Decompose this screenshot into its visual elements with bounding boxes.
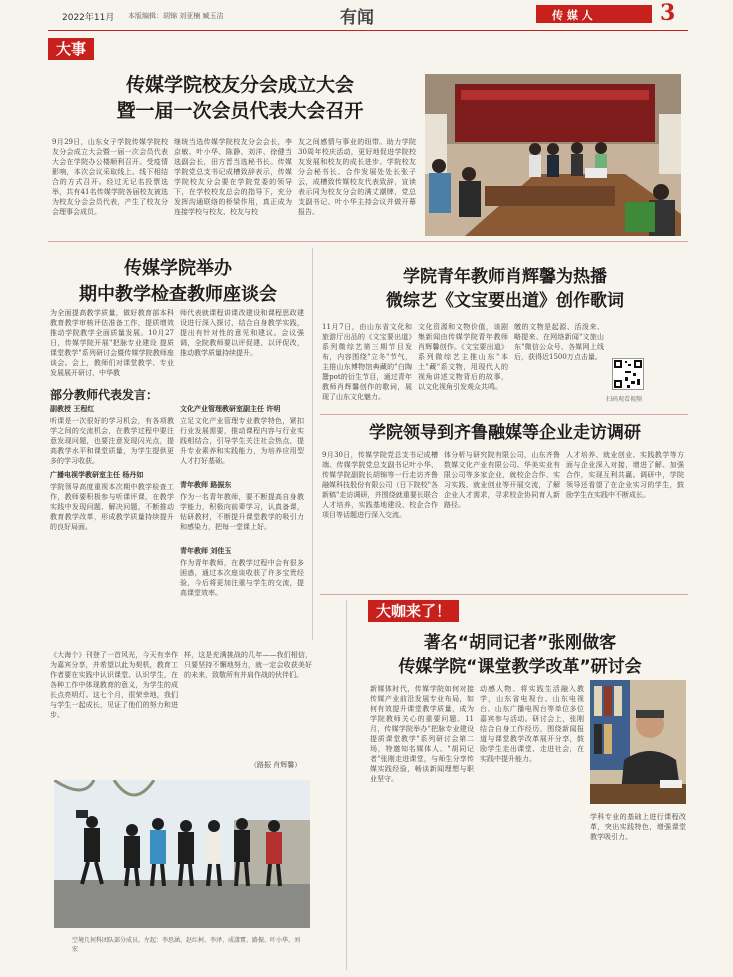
column-divider-bottom	[346, 600, 347, 970]
article6-col2: 样，这是充满挑战的几年——我们相信，只要坚持不懈地努力，就一定会收获美好的未来，致敬所有并肩作战的伙伴们。	[184, 651, 312, 679]
paper-name: 传 媒 人	[552, 9, 593, 22]
article1-col1: 9月29日，山东女子学院传媒学院校友分会成立大会暨一届一次会员代表大会在学院办公楼顺利召开。受疫情影响，本次会议采取线上、线下相结合的方式召开。经过无记名投票选举，共有41名传媒学院各届校友被选为校友分会会员代表，产生了校友分会理事会成员。	[52, 138, 168, 216]
article2-speech1: 听课是一次很好的学习机会，有各项教学之间的交流机会，在教学过程中要注意发现问题，也要注意发现闪光点，提高教学水平和课堂质量，为学生提供更多的学习收获。	[50, 417, 174, 465]
masthead-date: 2022年11月	[62, 13, 115, 23]
masthead-editors: 本版编辑：胡锦 刘亚楠 臧玉洁	[128, 12, 224, 20]
article1-meeting-photo	[425, 74, 681, 236]
article2-speaker3: 青年教师 路振东	[180, 480, 232, 489]
article1-title-line2: 暨一届一次会员代表大会召开	[116, 100, 364, 122]
qr-code[interactable]	[612, 358, 644, 390]
section-name: 有闻	[340, 8, 374, 28]
article5-title-line2: 传媒学院“课堂教学改革”研讨会	[398, 657, 642, 677]
article3-col1: 11月7日，由山东省文化和旅游厅出品的《文宝要出道》系列微综艺第三期节目发布，内容围绕"立冬"节气，主推山东博物馆典藏的"白陶鬶pot的衍生节目，通过青年教师肖辉馨创作的歌词，展现了山东文化魅力。	[322, 323, 412, 401]
article2-speaker2: 文化产业管理教研室副主任 许明	[180, 404, 281, 413]
article2-speech3: 作为一名青年教师，要不断提高自身教学能力，积极向前辈学习，认真备课，钻研教材，不断提升课堂教学的吸引力和感染力，把每一堂课上好。	[180, 493, 304, 531]
article2-intro: 为全面提高教学质量，做好教育部本科教育教学审核评估准备工作，提质增效推动学院教学全面质量发展。10月27日，传媒学院开展"把脉专业建设 提质课堂教学"系列研讨会暨传媒学院教师座谈会。会上，教师们对课堂教学、专业发展展开研讨，中华教	[50, 309, 174, 377]
masthead	[0, 0, 733, 30]
article3-title-line2: 微综艺《文宝要出道》创作歌词	[386, 291, 624, 311]
article4-col2: 体分析与研究院有限公司，山东齐鲁数媒文化产业有限公司、华美实业有限公司等多家企业，就校企合作、实习实践、就业创业等开展交流，了解企业人才需求，寻求校企协同育人新路径。	[444, 451, 560, 509]
article5-portrait-photo	[590, 680, 686, 804]
article2-sub-heading: 部分教师代表发言：	[50, 388, 159, 402]
article2-title-line1: 传媒学院举办	[124, 258, 232, 279]
article2-speech5: 作为青年教师，在教学过程中会有很多困惑，通过本次座谈收获了许多宝贵经验，今后将更加注重与学生的交流，提高课堂效率。	[180, 559, 304, 597]
qr-caption: 扫码观看视频	[606, 396, 643, 403]
divider-2	[320, 414, 688, 415]
tag-big-event: 大事	[48, 38, 94, 60]
masthead-divider	[48, 30, 688, 31]
article3-col3: 缴的文物是起源、活泼来、略提来、在网络新闻"文旅山东"微信公众号、各媒网上线后，获得近1500万点击量。	[514, 323, 604, 361]
article6-col1: 《大海个》刊登了一首风光，今天有幸作为嘉宾分享，并希望以此为契机，教育工作者要在实践中认识课堂、认识学生，在各种工作中体现教育的意义，为学生的成长点亮明灯。这七个月，很荣幸地，我们与学生一起成长，见证了他们的努力和进步。	[50, 651, 178, 719]
article6-group-photo	[54, 780, 310, 928]
page-number: 3	[660, 0, 676, 26]
article5-col2: 动感人物、将实践生活融入教学，山东省电视台、山东电视台、山东广播电视台等单位多位嘉宾参与活动。研讨会上，张刚结合自身工作经历，围绕新闻报道与课堂教学改革展开分享，鼓励学生走出课堂、走进社会，在实践中提升能力。	[480, 685, 584, 763]
article6-signature: （路振 肖辉馨）	[250, 761, 302, 769]
divider-3	[320, 594, 688, 595]
paper-name-bar	[536, 5, 652, 23]
article1-col3: 友之间感情与事业的纽带。助力学院30周年校庆活动，更好地促进学院校友发展和校友的成长进步。学院校友分会秘书长、合作发展处处长张子云，成槽致传媒校友代表致辞，宣读表示同为校友分会的满丈潮牌，党总支副书记、叶小华主持会议并做开幕报告。	[298, 138, 416, 216]
article2-title-line2: 期中教学检查教师座谈会	[79, 284, 277, 305]
article3-col2: 文化资源和文物价值，该剧集新闻由传媒学院青年教师肖辉馨创作。《文宝要出道》系列微综艺主推山东"本土"藏"系文物，用现代人的视角讲述文物背后的故事，以文化视角引发观众共鸣。	[418, 323, 508, 391]
article6-photo-caption: 空境几何科团队部分成员，左起：李思涵、赵红柯、李泽、成潇霄、路振、叶小华、刘宏	[72, 937, 301, 953]
article4-col1: 9月30日，传媒学院党总支书记成槽端、传媒学院党总支副书记叶小华、传媒学院副院长胡锦等一行走访齐鲁融媒科技股份有限公司（日下院校"各新稿"走访调研，并围绕就重要长联合人才培养，实践基地建设、校企合作项目等话题进行深入交流。	[322, 451, 438, 519]
tag-big-star: 大咖来了！	[368, 600, 459, 622]
article5-col3: 学科专业的基础上进行课程改革，突出实践特色，增强课堂教学吸引力。	[590, 813, 686, 841]
article1-title-line1: 传媒学院校友分会成立大会	[125, 74, 354, 96]
article5-col1: 新媒体时代，传媒学院如何对接传媒产业前沿发展专业布局，如何有效提升课堂教学质量，成为学院教师关心的重要问题。11月，传媒学院举办"把脉专业建设 提质课堂教学"系列研讨会第二场，特邀知名媒体人、"胡同记者"张刚走进课堂，与师生分享传媒实践经验，畅谈新闻理想与职业坚守。	[370, 685, 474, 783]
article2-speaker5: 青年教师 刘佳玉	[180, 546, 232, 555]
divider-1	[48, 241, 688, 242]
column-divider	[312, 248, 313, 640]
article2-speaker1: 副教授 王程红	[50, 404, 95, 413]
article3-title-line1: 学院青年教师肖辉馨为热播	[403, 267, 607, 287]
article4-col3: 人才培养、就业创业、实践教学等方面与企业深入对接，增进了解、加强合作，实现互利共赢。调研中，学院领导还看望了在企业实习的学生，鼓励学生在实践中不断成长。	[566, 451, 684, 499]
article5-title-line1: 著名“胡同记者”张刚做客	[423, 633, 617, 653]
article1-col2: 继统当选传媒学院校友分会会长，李京敏、叶小华、陈静、刘洋、徐健当选副会长，田方晋当选秘书长。传媒学院党总支书记成槽致辞表示，传媒学院校友分会要在学院党委的领导下，在学校校友总会的指导下，充分发挥沟通联络的桥梁作用，真正成为连接学校与校友、校友与校	[174, 138, 292, 216]
article2-intro2: 师代表就课程讲课改建设和课程思政建设进行深入探讨，结合自身教学实践，提出有针对性的意见和建议。会议强调，全院教师要以评促建、以评促改，推动教学质量持续提升。	[180, 309, 304, 357]
article2-speaker4: 广播电视学教研室主任 杨丹如	[50, 470, 144, 479]
article2-speech2: 立足文化产业管理专业教学特色，紧扣行业发展需要，推动课程内容与行业实践相结合，引导学生关注社会热点，提升专业素养和实践能力，为培养应用型人才打好基础。	[180, 417, 304, 465]
article4-title: 学院领导到齐鲁融媒等企业走访调研	[369, 423, 641, 443]
article2-speech4: 学院领导高度重视本次期中教学检查工作，教师要积极参与听课评课，在教学实践中发现问题、解决问题，不断推动教育教学改革，形成教学质量持续提升的良好局面。	[50, 483, 174, 531]
